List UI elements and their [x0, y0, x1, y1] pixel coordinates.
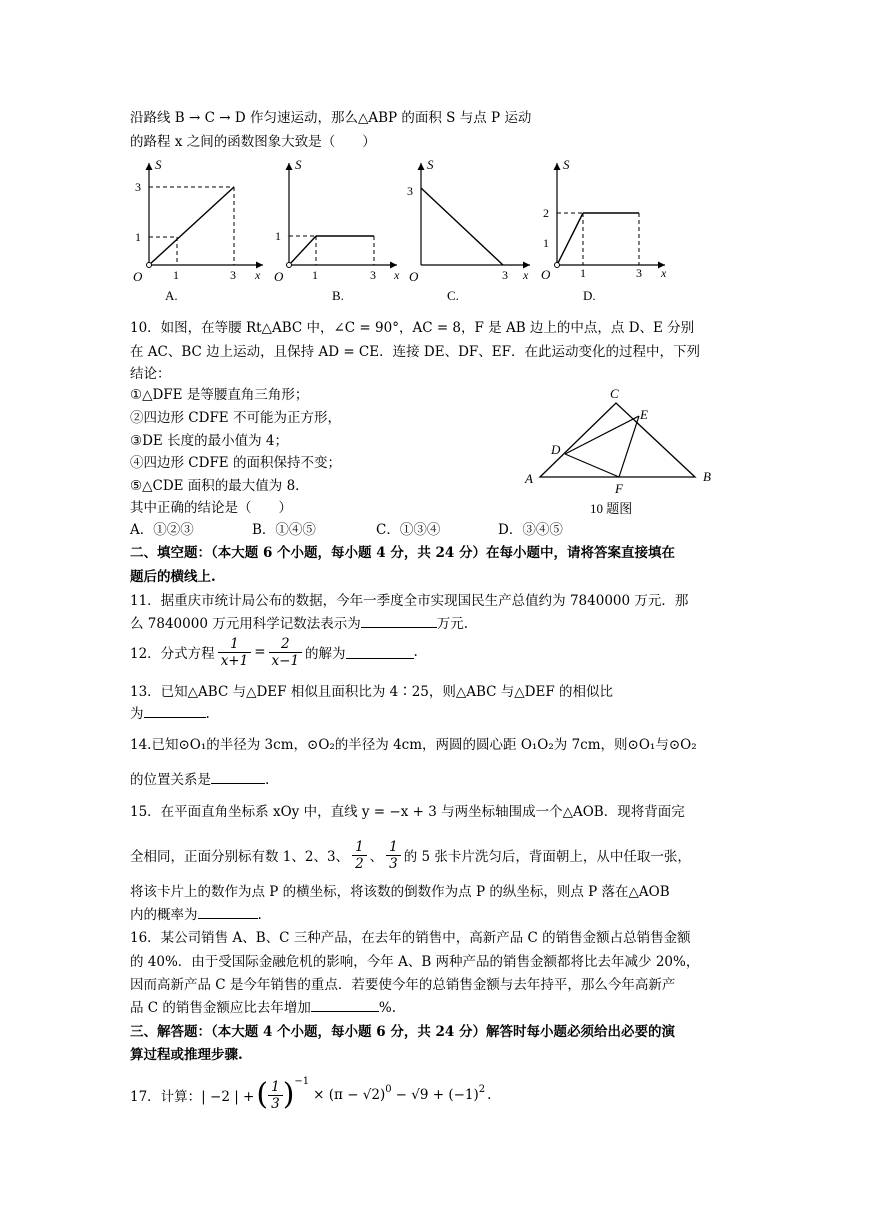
- q13-period: .: [205, 706, 210, 722]
- q17-mid: × (π − √2): [313, 1087, 386, 1103]
- q11-unit: 万元.: [436, 616, 469, 632]
- q15-text-a: 全相同，正面分别标有数 1、2、3、: [130, 849, 350, 865]
- graph-d-label: D.: [583, 288, 596, 303]
- q9-line2: 的路程 x 之间的函数图象大致是（ ）: [130, 134, 376, 150]
- q16-answer-blank[interactable]: [311, 999, 379, 1012]
- q15-half-den: 2: [355, 855, 364, 872]
- q17-line: [130, 1072, 491, 1118]
- q13-text: 为: [130, 706, 144, 722]
- graph-a: [133, 157, 263, 303]
- q12-answer-blank[interactable]: [346, 646, 414, 659]
- q14-period: .: [265, 772, 270, 788]
- graph-d-x-label: x: [661, 266, 667, 280]
- q12-equals: =: [254, 644, 266, 660]
- graph-a-xtick-1: 1: [173, 268, 179, 282]
- q10-item-3: ③DE 长度的最小值为 4；: [130, 433, 288, 449]
- q17-exponent-2: 2: [478, 1084, 486, 1095]
- graph-a-label: A.: [165, 288, 178, 303]
- q16-line1: 16．某公司销售 A、B、C 三种产品，在去年的销售中，高新产品 C 的销售金额占总销售金额: [130, 930, 691, 946]
- q12-suffix: 的解为: [305, 646, 346, 662]
- q12-fraction-1: [218, 636, 252, 669]
- q10-item-4: ④四边形 CDFE 的面积保持不变；: [130, 455, 341, 471]
- fig-label-a: A: [525, 471, 533, 486]
- q11-line1: 11．据重庆市统计局公布的数据，今年一季度全市实现国民生产总值约为 7840000 万元．那: [130, 593, 689, 609]
- graph-a-x-label: x: [255, 268, 261, 282]
- q12-period: .: [413, 644, 418, 660]
- q15-third-num: 1: [386, 839, 401, 856]
- q9-line1: 沿路线 B → C → D 作匀速运动，那么△ABP 的面积 S 与点 P 运动: [130, 110, 532, 126]
- section3-line2: 算过程或推理步骤.: [130, 1047, 243, 1063]
- graph-b-label: B.: [332, 288, 344, 303]
- graph-d-xtick-1: 1: [580, 266, 586, 280]
- q17-lparen: (: [256, 1077, 269, 1112]
- graph-b-tick-1: 1: [275, 229, 281, 243]
- q15-line4: [130, 903, 262, 923]
- q12-f1-num: 1: [218, 636, 252, 653]
- q13-answer-blank[interactable]: [144, 705, 206, 718]
- graph-d-origin: O: [541, 267, 551, 282]
- q15-answer-blank[interactable]: [198, 906, 258, 919]
- graph-c-label: C.: [447, 288, 459, 303]
- q17-fraction: [268, 1079, 283, 1112]
- q14-text: 的位置关系是: [130, 772, 211, 788]
- q16-text: 品 C 的销售金额应比去年增加: [130, 1000, 311, 1016]
- q14-line2: [130, 768, 269, 788]
- q17-prefix: 17．计算：| −2 | +: [130, 1089, 255, 1105]
- graph-a-origin: O: [133, 269, 143, 284]
- q17-frac-den: 3: [271, 1095, 280, 1112]
- graph-d-tick-2: 2: [543, 206, 549, 220]
- q17-frac-num: 1: [268, 1079, 283, 1096]
- graph-b-origin: O: [274, 269, 284, 284]
- q17-tail: − √9 + (−1): [395, 1087, 479, 1103]
- fig-caption: 10 题图: [590, 501, 633, 516]
- graph-a-tick-1: 1: [135, 230, 141, 244]
- q15-frac-half: [352, 839, 367, 872]
- q15-text-c: 内的概率为: [130, 907, 198, 923]
- q10-prompt: 其中正确的结论是（ ）: [130, 500, 292, 516]
- q12-line: [130, 632, 418, 672]
- graph-b-x-label: x: [394, 268, 400, 282]
- q10-figure: [520, 383, 720, 523]
- q11-text: 么 7840000 万元用科学记数法表示为: [130, 616, 361, 632]
- q10-item-2: ②四边形 CDFE 不可能为正方形，: [130, 410, 341, 426]
- q17-end: .: [487, 1087, 492, 1103]
- q10-item-1: ①△DFE 是等腰直角三角形；: [130, 387, 309, 403]
- q9-graphs: [125, 155, 695, 305]
- section2-line2: 题后的横线上.: [130, 569, 216, 585]
- q12-f2-num: 2: [269, 636, 303, 653]
- q15-half-num: 1: [352, 839, 367, 856]
- q17-exponent-0: 0: [385, 1084, 392, 1095]
- q15-line3: 将该卡片上的数作为点 P 的横坐标，将该数的倒数作为点 P 的纵坐标，则点 P 落在△AOB: [130, 884, 670, 900]
- q11-answer-blank[interactable]: [361, 615, 437, 628]
- graph-a-xtick-3: 3: [230, 268, 236, 282]
- graph-c-xtick-3: 3: [502, 268, 508, 282]
- q14-line1: 14.已知⊙O₁的半径为 3cm，⊙O₂的半径为 4cm，两圆的圆心距 O₁O₂为 7cm，则⊙O₁与⊙O₂: [130, 737, 697, 753]
- graph-d-xtick-3: 3: [636, 266, 642, 280]
- graph-b-xtick-1: 1: [312, 268, 318, 282]
- q10-option-d: D．③④⑤: [498, 522, 563, 538]
- fig-label-f: F: [615, 481, 623, 496]
- fig-label-c: C: [610, 386, 619, 401]
- q15-period: .: [257, 907, 262, 923]
- q15-third-den: 3: [389, 855, 398, 872]
- q15-text-b: 的 5 张卡片洗匀后，背面朝上，从中任取一张，: [403, 849, 691, 865]
- q10-option-a: A．①②③: [130, 522, 194, 538]
- fig-label-e: E: [640, 407, 648, 422]
- graph-c-tick-3: 3: [407, 184, 413, 198]
- q15-line1: 15．在平面直角坐标系 xOy 中，直线 y = −x + 3 与两坐标轴围成一个△AOB．现将背面完: [130, 804, 685, 820]
- graph-d-s-label: S: [563, 157, 570, 172]
- q12-fraction-2: [269, 636, 303, 669]
- q16-percent: %.: [378, 1000, 397, 1016]
- q17-exponent: −1: [294, 1076, 310, 1087]
- q17-rparen: ): [282, 1077, 295, 1112]
- q10-line1: 10．如图，在等腰 Rt△ABC 中，∠C = 90°，AC = 8，F 是 AB 边上的中点，点 D、E 分别: [130, 320, 695, 336]
- q14-answer-blank[interactable]: [211, 771, 265, 784]
- q16-line4: [130, 996, 396, 1016]
- q13-line2: [130, 702, 210, 722]
- q15-frac-third: [386, 839, 401, 872]
- q15-sep: 、: [369, 849, 384, 865]
- graph-c-origin: O: [409, 269, 419, 284]
- graph-b: [274, 157, 400, 303]
- q10-line3: 结论：: [130, 366, 171, 382]
- q13-line1: 13．已知△ABC 与△DEF 相似且面积比为 4∶25，则△ABC 与△DEF 的相似比: [130, 684, 614, 700]
- graph-c-s-label: S: [427, 157, 434, 172]
- section2-line1: 二、填空题：（本大题 6 个小题，每小题 4 分，共 24 分）在每小题中，请将答案直接填在: [130, 545, 676, 561]
- q12-prefix: 12．分式方程: [130, 646, 215, 662]
- graph-d-tick-1: 1: [543, 236, 549, 250]
- fig-label-b: B: [703, 469, 711, 484]
- q10-line2: 在 AC、BC 边上运动，且保持 AD = CE．连接 DE、DF、EF．在此运动变化的过程中，下列: [130, 344, 700, 360]
- graph-b-s-label: S: [295, 157, 302, 172]
- q16-line3: 因而高新产品 C 是今年销售的重点．若要使今年的总销售金额与去年持平，那么今年高新产: [130, 977, 676, 993]
- graph-c-x-label: x: [523, 268, 529, 282]
- fig-label-d: D: [551, 442, 561, 457]
- graph-d: [541, 157, 667, 303]
- q10-option-c: C．①③④: [376, 522, 441, 538]
- q12-f2-den: x−1: [271, 652, 300, 669]
- graph-b-xtick-3: 3: [370, 268, 376, 282]
- q11-line2: [130, 612, 468, 632]
- q12-f1-den: x+1: [220, 652, 249, 669]
- section3-line1: 三、解答题：（本大题 4 个小题，每小题 6 分，共 24 分）解答时每小题必须给出必要的演: [130, 1024, 676, 1040]
- q15-line2: [130, 834, 691, 876]
- q16-line2: 的 40%．由于受国际金融危机的影响，今年 A、B 两种产品的销售金额都将比去年减少 20%，: [130, 954, 700, 970]
- q10-option-b: B．①④⑤: [252, 522, 316, 538]
- graph-c: [407, 157, 530, 303]
- graph-a-s-label: S: [155, 157, 162, 172]
- q10-item-5: ⑤△CDE 面积的最大值为 8．: [130, 478, 309, 494]
- graph-a-tick-3: 3: [135, 180, 141, 194]
